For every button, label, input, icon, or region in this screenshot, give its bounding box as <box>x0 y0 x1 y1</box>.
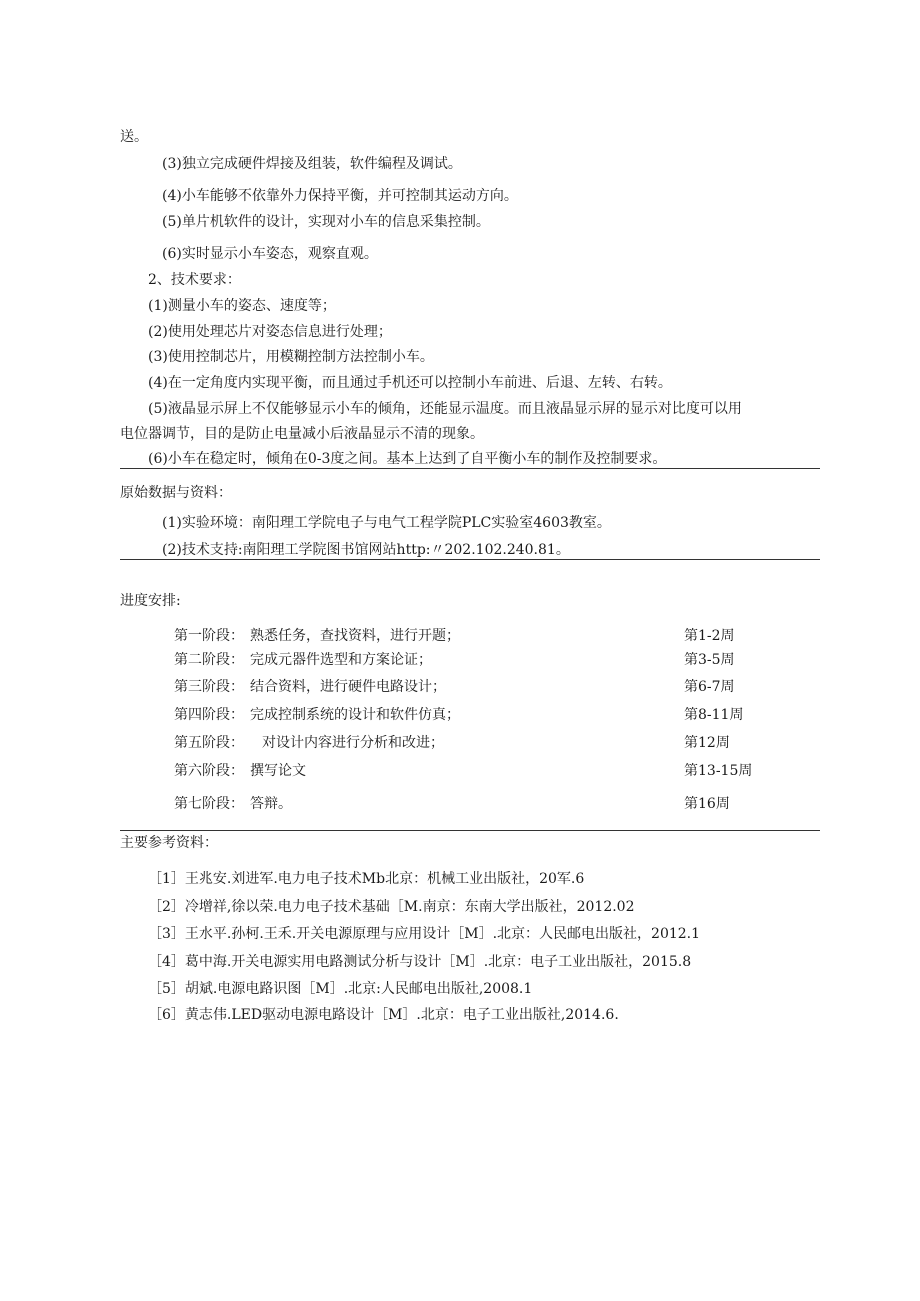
schedule-stage: 第一阶段： <box>174 628 244 644</box>
tech-item-1: (1)测量小车的姿态、速度等； <box>148 298 336 314</box>
reference-item: ［3］王水平.孙柯.王禾.开关电源原理与应用设计［M］.北京：人民邮电出版社，2012.1 <box>148 926 701 942</box>
schedule-task: 撰写论文 <box>250 763 306 779</box>
schedule-task: 结合资料，进行硬件电路设计； <box>250 679 446 695</box>
tech-item-5: (5)液晶显示屏上不仅能够显示小车的倾角，还能显示温度。而且液晶显示屏的显示对比度可以用 <box>148 401 742 417</box>
divider <box>120 559 820 560</box>
schedule-task: 对设计内容进行分析和改进； <box>262 735 444 751</box>
reference-item: ［4］葛中海.开关电源实用电路测试分析与设计［M］.北京：电子工业出版社，2015.8 <box>148 954 692 970</box>
schedule-week: 第8-11周 <box>684 707 744 723</box>
schedule-week: 第12周 <box>684 735 730 751</box>
schedule-task: 完成控制系统的设计和软件仿真； <box>250 707 460 723</box>
raw-data-item-1: (1)实验环境：南阳理工学院电子与电气工程学院PLC实验室4603教室。 <box>162 515 611 531</box>
schedule-week: 第13-15周 <box>684 763 753 779</box>
schedule-week: 第3-5周 <box>684 652 735 668</box>
tech-item-3: (3)使用控制芯片，用模糊控制方法控制小车。 <box>148 349 434 365</box>
raw-data-heading: 原始数据与资料： <box>120 485 232 501</box>
schedule-task: 答辩。 <box>250 796 292 812</box>
task-item-6: (6)实时显示小车姿态，观察直观。 <box>162 246 378 262</box>
tech-heading: 2、技术要求： <box>148 272 241 288</box>
task-item-4: (4)小车能够不依靠外力保持平衡，并可控制其运动方向。 <box>162 188 518 204</box>
schedule-week: 第16周 <box>684 796 730 812</box>
reference-item: ［6］黄志伟.LED驱动电源电路设计［M］.北京：电子工业出版社,2014.6. <box>148 1007 619 1023</box>
schedule-stage: 第四阶段： <box>174 707 244 723</box>
raw-data-item-2: (2)技术支持:南阳理工学院图书馆网站http:〃202.102.240.81。 <box>162 542 570 558</box>
task-continuation: 送。 <box>120 129 148 145</box>
reference-item: ［2］冷增祥,徐以荣.电力电子技术基础［M.南京：东南大学出版社，2012.02 <box>148 899 635 915</box>
references-heading: 主要参考资料： <box>120 835 218 851</box>
schedule-week: 第6-7周 <box>684 679 735 695</box>
reference-item: ［5］胡斌.电源电路识图［M］.北京:人民邮电出版社,2008.1 <box>148 981 533 997</box>
schedule-week: 第1-2周 <box>684 628 735 644</box>
schedule-stage: 第二阶段： <box>174 652 244 668</box>
divider <box>120 468 820 469</box>
tech-item-5-cont: 电位器调节，目的是防止电量减小后液晶显示不清的现象。 <box>120 426 484 442</box>
schedule-stage: 第五阶段： <box>174 735 244 751</box>
task-item-5: (5)单片机软件的设计，实现对小车的信息采集控制。 <box>162 214 490 230</box>
tech-item-2: (2)使用处理芯片对姿态信息进行处理； <box>148 324 392 340</box>
task-item-3: (3)独立完成硬件焊接及组装，软件编程及调试。 <box>162 156 462 172</box>
divider <box>120 830 820 831</box>
schedule-stage: 第七阶段： <box>174 796 244 812</box>
schedule-heading: 进度安排: <box>120 593 181 609</box>
reference-item: ［1］王兆安.刘进军.电力电子技术Mb北京：机械工业出版社，20军.6 <box>148 871 585 887</box>
schedule-stage: 第三阶段： <box>174 679 244 695</box>
tech-item-6: (6)小车在稳定时，倾角在0-3度之间。基本上达到了自平衡小车的制作及控制要求。 <box>148 451 667 467</box>
schedule-stage: 第六阶段： <box>174 763 244 779</box>
tech-item-4: (4)在一定角度内实现平衡，而且通过手机还可以控制小车前进、后退、左转、右转。 <box>148 375 672 391</box>
schedule-task: 完成元器件选型和方案论证； <box>250 652 432 668</box>
schedule-task: 熟悉任务，查找资料，进行开题； <box>250 628 460 644</box>
